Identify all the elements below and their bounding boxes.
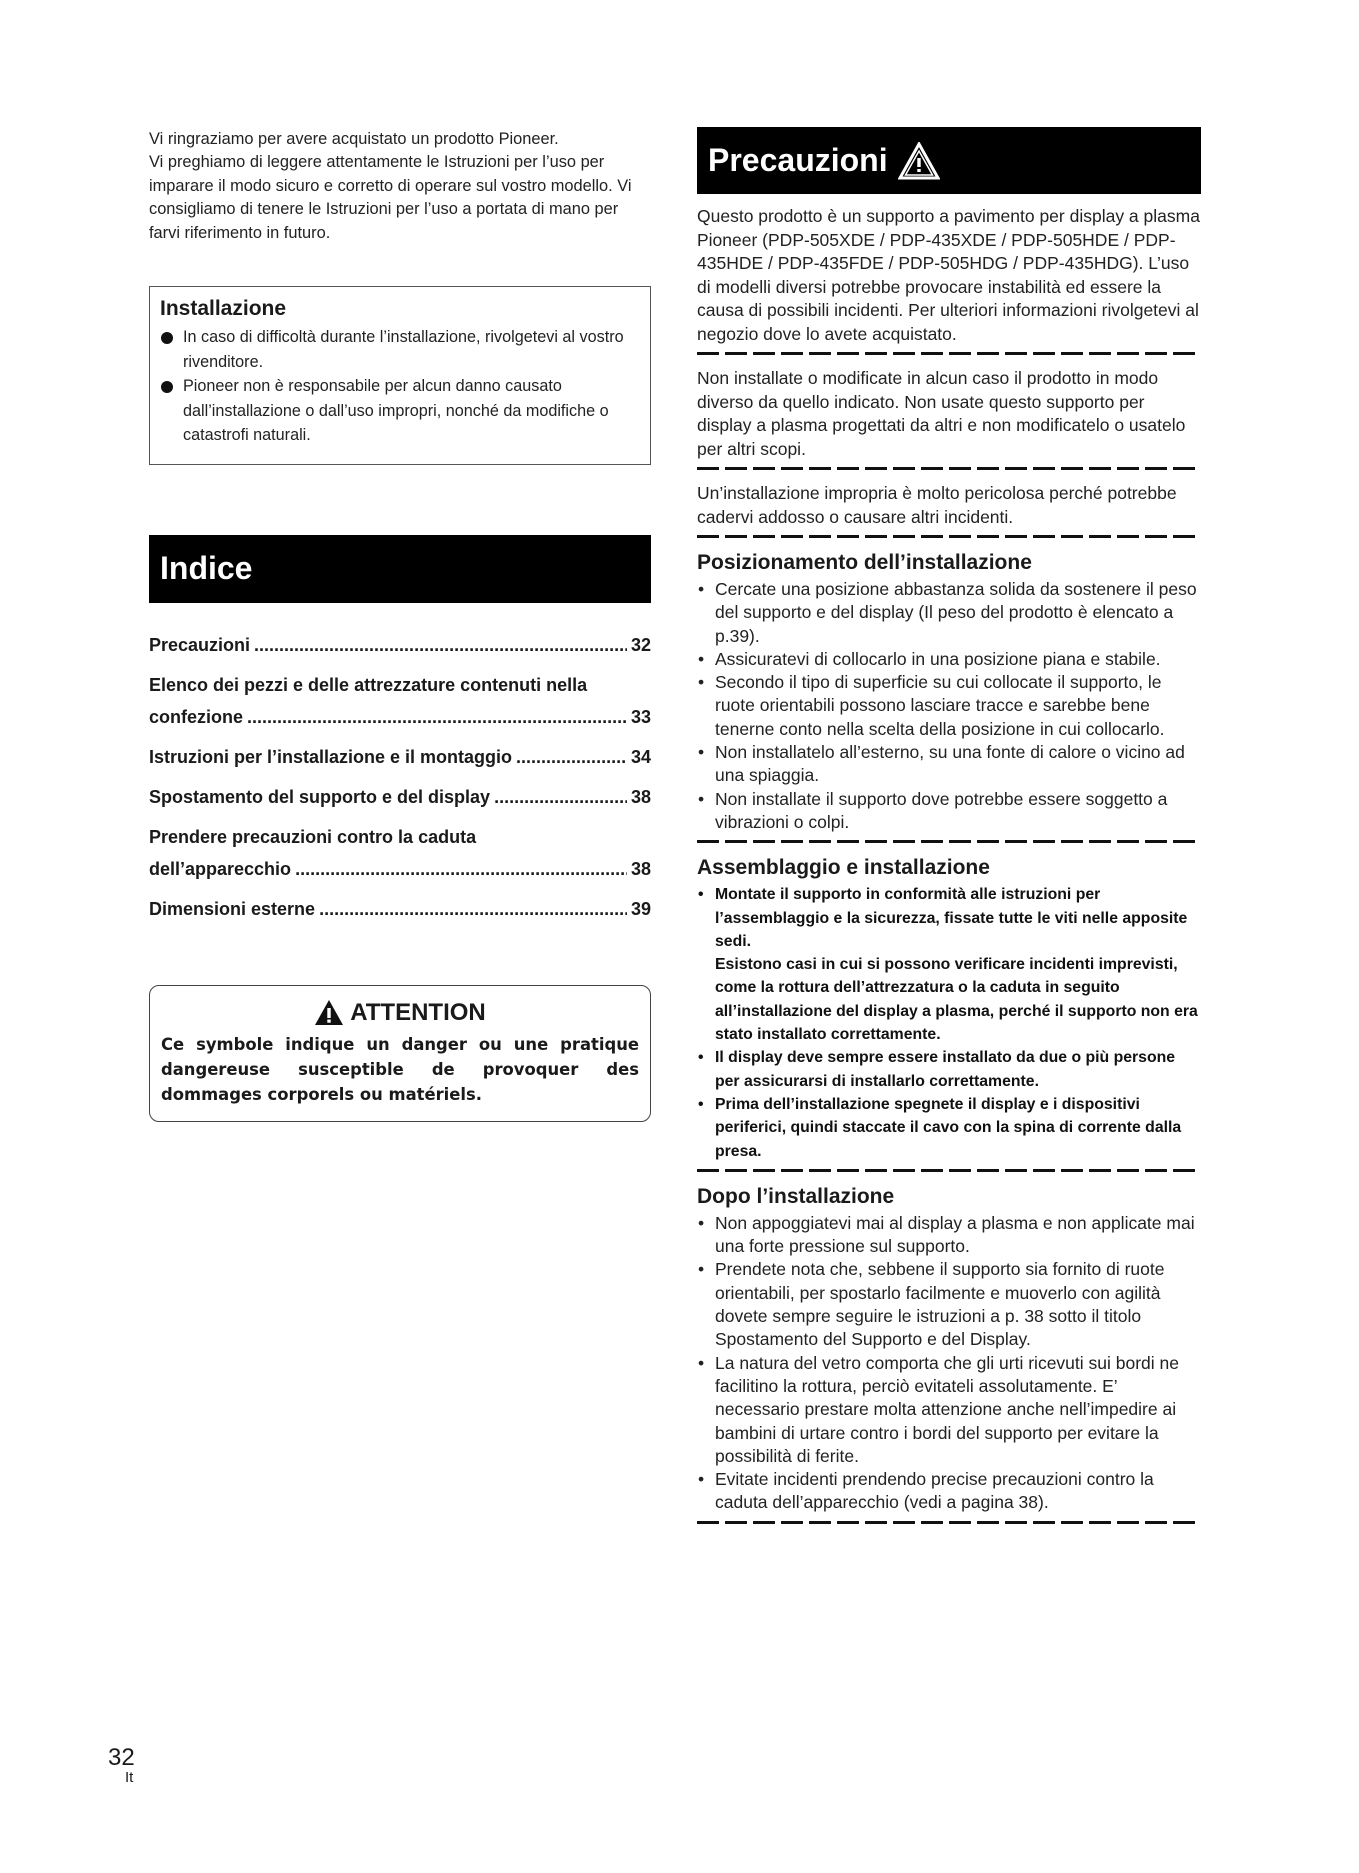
- assemblaggio-list: [697, 883, 1201, 1163]
- page-number: 32: [108, 1744, 135, 1771]
- list-item: In caso di difficoltà durante l’installazione, rivolgetevi al vostro rivenditore.: [160, 325, 642, 374]
- toc-page: 38: [630, 858, 651, 879]
- table-of-contents: [149, 629, 651, 925]
- precauzioni-heading: Precauzioni: [697, 127, 1201, 194]
- intro-text: [149, 128, 651, 245]
- dashed-divider: [697, 840, 1201, 843]
- installazione-list: [160, 325, 642, 448]
- list-item: • Non installate il supporto dove potrebbe essere soggetto a vibrazioni o colpi.: [697, 788, 1201, 835]
- bullet-icon: [161, 381, 173, 393]
- list-item: • Montate il supporto in conformità alle istruzioni per l’assemblaggio e la sicurezza, fissate tutte le viti nelle apposite sedi. Esistono casi in cui si possono verificare incidenti imprevisti, come la rottura dell’attrezzatura o la caduta in seguito all’installazione del display a plasma, perché il supporto non era stato installato correttamente.: [697, 883, 1201, 1046]
- dashed-divider: [697, 467, 1201, 470]
- left-column: [149, 128, 651, 1122]
- list-item: Pioneer non è responsabile per alcun danno causato dall’installazione o dall’uso impropri, nonché da modifiche o catastrofi naturali.: [160, 374, 642, 448]
- list-item: • Secondo il tipo di superficie su cui collocate il supporto, le ruote orientabili possono lasciare tracce e sarebbe bene tenerne conto nella scelta della posizione in cui collocarlo.: [697, 671, 1201, 741]
- dashed-divider: [697, 535, 1201, 538]
- toc-entry-precauzioni[interactable]: Precauzioni ..... 32: [149, 629, 651, 661]
- attention-title: ATTENTION: [161, 998, 639, 1028]
- installazione-title: Installazione: [160, 297, 287, 321]
- precauzioni-paragraph-3: Un’installazione impropria è molto pericolosa perché potrebbe cadervi addosso o causare altri incidenti.: [697, 483, 1177, 527]
- precauzioni-paragraph-2: Non installate o modificate in alcun caso il prodotto in modo diverso da quello indicato. Non usate questo supporto per display a plasma progettati da altri e non modificatelo o usatelo per altri scopi.: [697, 368, 1186, 459]
- toc-page: 38: [630, 786, 651, 807]
- assemblaggio-title: Assemblaggio e installazione: [697, 856, 990, 880]
- toc-entry-elenco[interactable]: Elenco dei pezzi e delle attrezzature contenuti nella confezione ..... 33: [149, 669, 651, 733]
- toc-entry-dimensioni[interactable]: Dimensioni esterne ..... 39: [149, 893, 651, 925]
- dopo-list: [697, 1212, 1201, 1515]
- posizionamento-list: [697, 578, 1201, 834]
- list-item: • Non appoggiatevi mai al display a plasma e non applicate mai una forte pressione sul supporto.: [697, 1212, 1201, 1259]
- installazione-box: [149, 286, 651, 465]
- dashed-divider: [697, 1521, 1201, 1524]
- attention-text: Ce symbole indique un danger ou une pratique dangereuse susceptible de provoquer des dommages corporels ou matériels.: [161, 1034, 639, 1104]
- toc-entry-caduta[interactable]: Prendere precauzioni contro la caduta dell’apparecchio ..... 38: [149, 821, 651, 885]
- toc-entry-istruzioni[interactable]: Istruzioni per l’installazione e il montaggio ..... 34: [149, 741, 651, 773]
- list-item: • La natura del vetro comporta che gli urti ricevuti sui bordi ne facilitino la rottura, perciò evitateli assolutamente. E’ necessario prestare molta attenzione anche nell’impedire ai bambini di urtare contro i bordi del supporto per evitare la possibilità di ferite.: [697, 1352, 1201, 1468]
- warning-icon: [314, 999, 344, 1026]
- toc-entry-spostamento[interactable]: Spostamento del supporto e del display ..... 38: [149, 781, 651, 813]
- list-item: • Cercate una posizione abbastanza solida da sostenere il peso del supporto e del display (Il peso del prodotto è elencato a p.39).: [697, 578, 1201, 648]
- list-item: • Assicuratevi di collocarlo in una posizione piana e stabile.: [697, 648, 1201, 671]
- indice-heading: Indice: [149, 535, 651, 603]
- toc-page: 33: [630, 706, 651, 727]
- precauzioni-paragraph-1: Questo prodotto è un supporto a pavimento per display a plasma Pioneer (PDP-505XDE / PDP-435XDE / PDP-505HDE / PDP-435HDE / PDP-435FDE / PDP-505HDG / PDP-435HDG). L’uso di modelli diversi potrebbe provocare instabilità ed essere la causa di possibili incidenti. Per ulteriori informazioni rivolgetevi al negozio dove lo avete acquistato.: [697, 206, 1200, 344]
- list-item: • Prima dell’installazione spegnete il display e i dispositivi periferici, quindi staccate il cavo con la spina di corrente dalla presa.: [697, 1093, 1201, 1163]
- bullet-icon: [161, 332, 173, 344]
- dashed-divider: [697, 1169, 1201, 1172]
- warning-icon: [898, 142, 940, 180]
- toc-page: 32: [630, 634, 651, 655]
- dopo-title: Dopo l’installazione: [697, 1184, 895, 1208]
- toc-page: 34: [630, 746, 651, 767]
- list-item: • Non installatelo all’esterno, su una fonte di calore o vicino ad una spiaggia.: [697, 741, 1201, 788]
- list-item: • Il display deve sempre essere installato da due o più persone per assicurarsi di installarlo correttamente.: [697, 1046, 1201, 1093]
- right-column: [697, 127, 1201, 1536]
- toc-page: 39: [630, 898, 651, 919]
- intro-line-1: Vi ringraziamo per avere acquistato un prodotto Pioneer.: [149, 130, 559, 148]
- list-item: • Prendete nota che, sebbene il supporto sia fornito di ruote orientabili, per spostarlo facilmente e muoverlo con agilità dovete sempre seguire le istruzioni a p. 38 sotto il titolo Spostamento del Supporto e del Display.: [697, 1258, 1201, 1351]
- posizionamento-title: Posizionamento dell’installazione: [697, 551, 1032, 574]
- list-item: • Evitate incidenti prendendo precise precauzioni contro la caduta dell’apparecchio (vedi a pagina 38).: [697, 1468, 1201, 1515]
- page-language: It: [125, 1769, 134, 1786]
- attention-box: [149, 985, 651, 1122]
- intro-line-2: Vi preghiamo di leggere attentamente le Istruzioni per l’uso per imparare il modo sicuro e corretto di operare sul vostro modello. Vi consigliamo di tenere le Istruzioni per l’uso a portata di mano per farvi riferimento in futuro.: [149, 153, 632, 242]
- dashed-divider: [697, 352, 1201, 355]
